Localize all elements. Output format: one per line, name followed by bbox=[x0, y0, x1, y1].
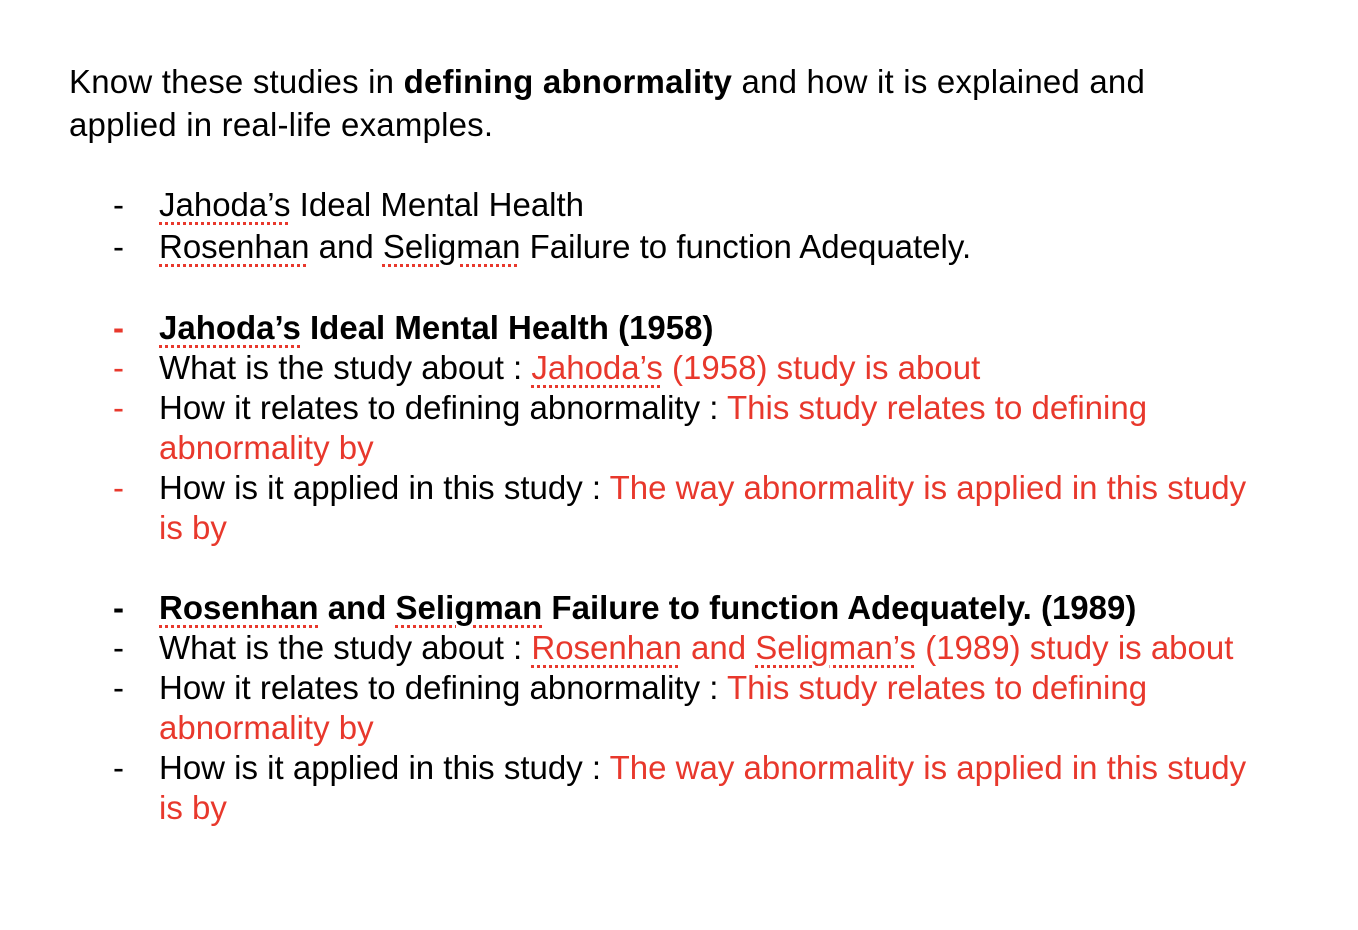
study2-relates-text: This study relates to defining abnormality by bbox=[159, 669, 1148, 746]
study2-heading bbox=[0, 588, 1358, 628]
summary-item-rosenhan bbox=[0, 226, 1358, 268]
intro-prefix: Know these studies in bbox=[69, 63, 404, 100]
study2-list bbox=[0, 588, 1358, 828]
study1-heading bbox=[0, 308, 1358, 348]
summary-item-name: Rosenhan bbox=[159, 228, 310, 265]
bullet-dash: - bbox=[113, 749, 124, 786]
study1-about-label: What is the study about : bbox=[159, 349, 532, 386]
bullet-dash: - bbox=[113, 669, 124, 706]
study2-relates bbox=[0, 668, 1358, 748]
study2-heading-name: Rosenhan bbox=[159, 589, 319, 626]
study2-about bbox=[0, 628, 1358, 668]
summary-item-text: Ideal Mental Health bbox=[290, 186, 585, 223]
study1-applied bbox=[0, 468, 1358, 548]
summary-list bbox=[0, 184, 1358, 268]
summary-item-text: and bbox=[309, 228, 383, 265]
study1-about-name: Jahoda’s bbox=[531, 349, 663, 386]
bullet-dash: - bbox=[113, 469, 124, 506]
study2-about-and: and bbox=[681, 629, 756, 666]
study1-heading-text: Ideal Mental Health (1958) bbox=[300, 309, 714, 346]
study1-list bbox=[0, 308, 1358, 548]
study1-relates bbox=[0, 388, 1358, 468]
bullet-dash: - bbox=[113, 629, 124, 666]
bullet-dash: - bbox=[113, 389, 124, 426]
study2-about-label: What is the study about : bbox=[159, 629, 532, 666]
study1-relates-text: This study relates to defining abnormality by bbox=[159, 389, 1148, 466]
summary-item-text: Failure to function Adequately. bbox=[520, 228, 972, 265]
intro-paragraph bbox=[69, 60, 1249, 146]
study2-about-text: (1989) study is about bbox=[916, 629, 1234, 666]
bullet-dash: - bbox=[113, 589, 124, 626]
study2-relates-label: How it relates to defining abnormality : bbox=[159, 669, 728, 706]
study2-applied-label: How is it applied in this study : bbox=[159, 749, 610, 786]
study1-applied-label: How is it applied in this study : bbox=[159, 469, 610, 506]
study1-about-text: (1958) study is about bbox=[662, 349, 981, 386]
summary-item-name: Jahoda’s bbox=[159, 186, 291, 223]
summary-item-name: Seligman bbox=[382, 228, 521, 265]
intro-suffix: and how it is explained and applied in real-life examples. bbox=[69, 63, 1146, 143]
bullet-dash: - bbox=[113, 228, 124, 265]
study2-applied bbox=[0, 748, 1358, 828]
study2-about-name: Rosenhan bbox=[531, 629, 682, 666]
study1-about bbox=[0, 348, 1358, 388]
study1-relates-label: How it relates to defining abnormality : bbox=[159, 389, 728, 426]
study2-heading-text: and bbox=[318, 589, 396, 626]
study2-heading-text: Failure to function Adequately. (1989) bbox=[542, 589, 1137, 626]
intro-bold: defining abnormality bbox=[403, 63, 733, 100]
study1-heading-name: Jahoda’s bbox=[159, 309, 301, 346]
bullet-dash: - bbox=[113, 186, 124, 223]
study2-applied-text: The way abnormality is applied in this study is by bbox=[159, 749, 1247, 826]
bullet-dash: - bbox=[113, 349, 124, 386]
study2-about-name: Seligman’s bbox=[755, 629, 917, 666]
summary-item-jahoda bbox=[0, 184, 1358, 226]
bullet-dash: - bbox=[113, 309, 124, 346]
study1-applied-text: The way abnormality is applied in this study is by bbox=[159, 469, 1247, 546]
study2-heading-name: Seligman bbox=[395, 589, 543, 626]
